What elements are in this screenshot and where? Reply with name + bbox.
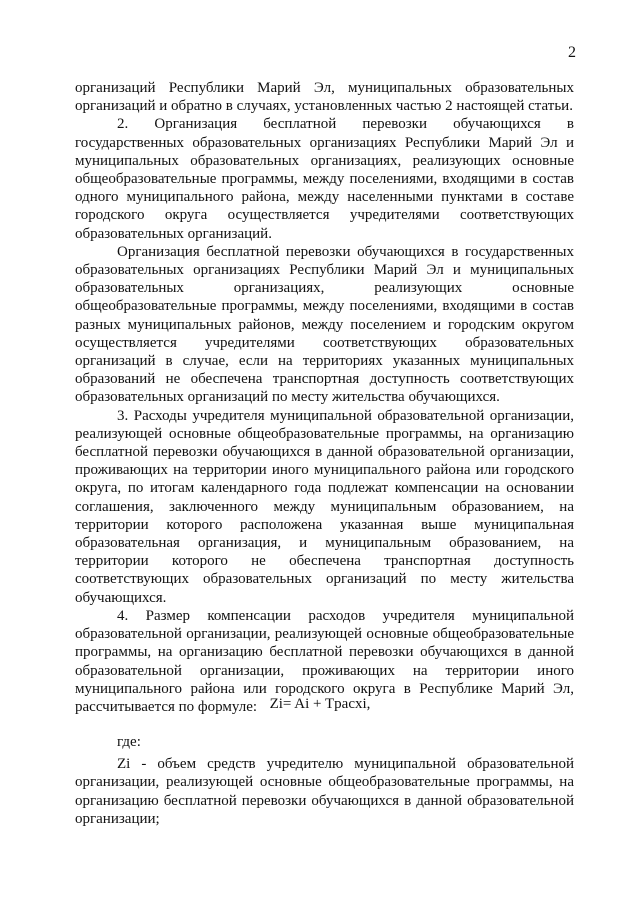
page-number: 2: [568, 44, 576, 61]
where-label: где:: [117, 734, 141, 750]
paragraph-clause-2-continued: Организация бесплатной перевозки обучающихся в государственных образовательных организациях Республики Марий Эл и муниципальных образовательных организациях, реализующих основные общеобразовательные программы, между поселениями, входящими в состав разных муниципальных районов, между поселением и городским округом осуществляется учредителями соответствующих образовательных организаций в случае, если на территориях указанных муниципальных образований не обеспечена транспортная доступность соответствующих образовательных организаций по месту жительства обучающихся.: [75, 243, 574, 406]
paragraph-continuation: организаций Республики Марий Эл, муниципальных образовательных организаций и обратно в случаях, установленных частью 2 настоящей статьи.: [75, 80, 574, 115]
paragraph-clause-4: 4. Размер компенсации расходов учредителя муниципальной образовательной организации, реализующей основные общеобразовательные программы, на организацию бесплатной перевозки обучающихся в данной образовательной организации, проживающих на территории иного муниципального района или городского округа в Республике Марий Эл, рассчитывается по формуле:: [75, 607, 574, 715]
document-body: [75, 79, 574, 716]
formula: Zi= Ai + Tpacxi,: [269, 696, 371, 712]
variable-definition: Zi - объем средств учредителю муниципальной образовательной организации, реализующей основные общеобразовательные программы, на организацию бесплатной перевозки обучающихся в данной образовательной организации;: [75, 756, 574, 827]
formula-explanation: [75, 733, 574, 828]
paragraph-clause-3: 3. Расходы учредителя муниципальной образовательной организации, реализующей основные общеобразовательные программы, на организацию бесплатной перевозки обучающихся в данной образовательной организации, проживающих на территории иного муниципального района или городского округа, по итогам календарного года подлежат компенсации на основании соглашения, заключенного между муниципальным образованием, на территории которого расположена указанная выше муниципальная образовательная организация, и муниципальным образованием, на территории которого не обеспечена транспортная доступность соответствующих образовательных организаций по месту жительства обучающихся.: [75, 407, 574, 606]
paragraph-clause-2: 2. Организация бесплатной перевозки обучающихся в государственных образовательных организациях Республики Марий Эл и муниципальных образовательных организациях, реализующих основные общеобразовательные программы, между поселениями, входящими в состав одного муниципального района, между населенными пунктами в составе городского округа осуществляется учредителями соответствующих образовательных организаций.: [75, 116, 574, 242]
